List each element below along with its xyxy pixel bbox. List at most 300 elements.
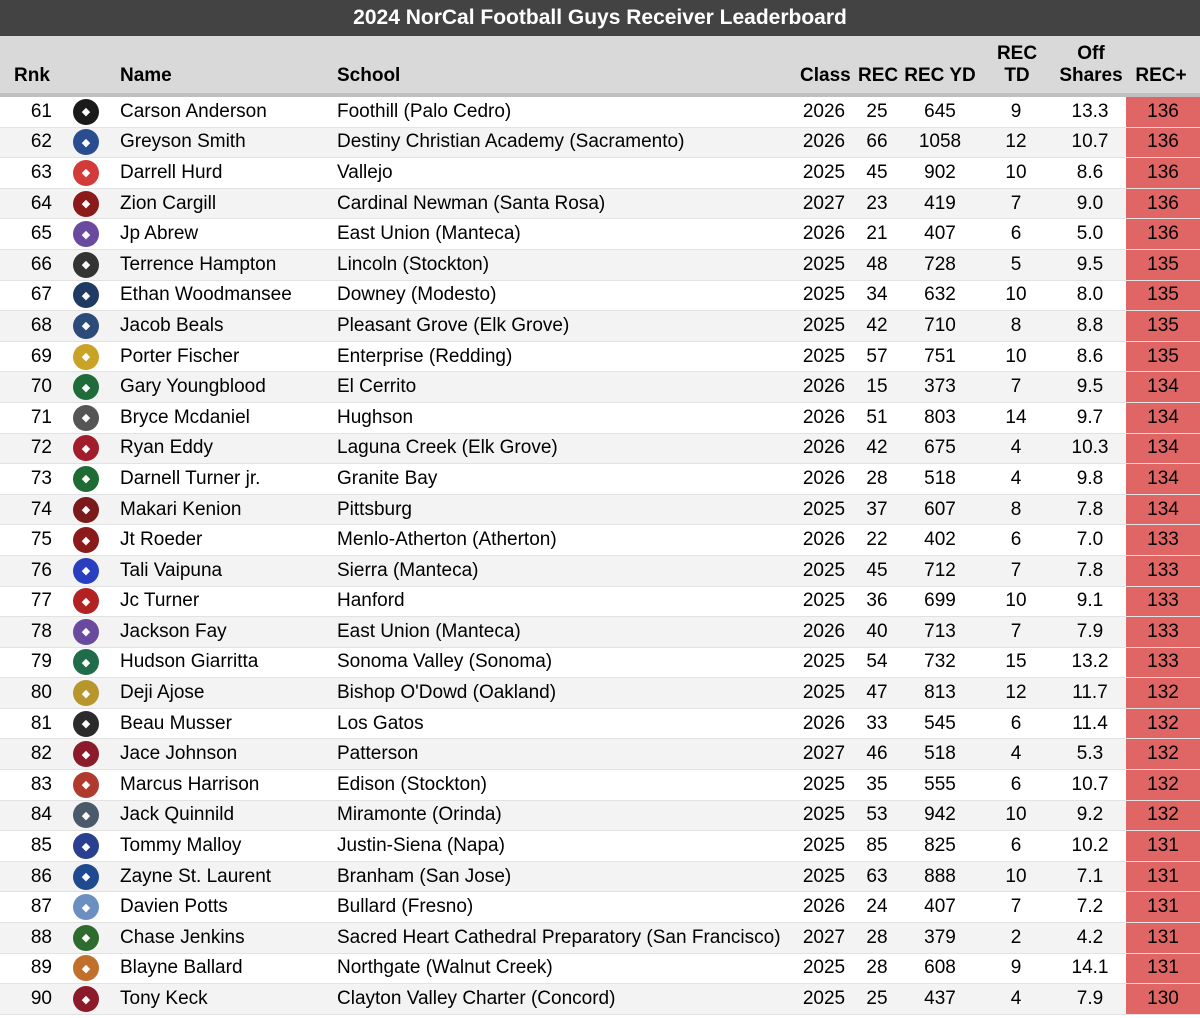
rec-cell: 45 — [866, 161, 888, 183]
school-logo-cell — [70, 189, 102, 219]
off-shares-cell: 11.4 — [1072, 712, 1108, 734]
school-logo-cell — [70, 525, 102, 555]
rec-yd-cell: 645 — [924, 100, 956, 122]
table-row[interactable] — [0, 311, 1200, 342]
school-logo-cell — [70, 158, 102, 188]
name-cell: Deji Ajose — [120, 682, 205, 704]
rec-cell: 42 — [866, 314, 888, 336]
rec-plus-cell: 136 — [1126, 158, 1200, 188]
rec-cell: 22 — [866, 529, 888, 551]
name-cell: Marcus Harrison — [120, 773, 260, 795]
wing-logo-icon: ◆ — [73, 160, 99, 186]
school-logo-cell — [70, 892, 102, 922]
class-cell: 2026 — [802, 896, 846, 918]
rec-plus-cell: 135 — [1126, 281, 1200, 311]
rec-td-cell: 9 — [1010, 100, 1022, 122]
rec-td-cell: 6 — [1010, 529, 1022, 551]
school-logo-cell — [70, 770, 102, 800]
off-shares-cell: 7.8 — [1076, 559, 1104, 581]
school-cell: Patterson — [337, 743, 419, 765]
school-cell: Branham (San Jose) — [337, 865, 512, 887]
rec-yd-cell: 518 — [924, 467, 956, 489]
rank-cell: 84 — [30, 804, 52, 826]
table-row[interactable] — [0, 464, 1200, 495]
name-cell: Hudson Giarritta — [120, 651, 259, 673]
class-cell: 2026 — [802, 467, 846, 489]
school-logo-cell — [70, 801, 102, 831]
rec-plus-cell: 135 — [1126, 311, 1200, 341]
school-cell: Granite Bay — [337, 467, 438, 489]
fighting-irish-icon: ◆ — [73, 925, 99, 951]
school-cell: El Cerrito — [337, 376, 417, 398]
rec-plus-cell: 132 — [1126, 770, 1200, 800]
rec-cell: 34 — [866, 284, 888, 306]
hornet-logo-icon: ◆ — [73, 344, 99, 370]
rec-plus-cell: 133 — [1126, 617, 1200, 647]
name-cell: Davien Potts — [120, 896, 228, 918]
off-shares-cell: 4.2 — [1076, 926, 1104, 948]
off-shares-cell: 7.9 — [1076, 620, 1104, 642]
rec-cell: 47 — [866, 682, 888, 704]
name-cell: Darrell Hurd — [120, 161, 223, 183]
rec-cell: 21 — [866, 223, 888, 245]
name-cell: Beau Musser — [120, 712, 232, 734]
table-header — [0, 36, 1200, 97]
rec-td-cell: 10 — [1005, 284, 1027, 306]
header-school[interactable]: School — [337, 65, 401, 86]
school-cell: Pleasant Grove (Elk Grove) — [337, 314, 570, 336]
b-shield-icon: ◆ — [73, 894, 99, 920]
pg-monogram-icon: ◆ — [73, 313, 99, 339]
name-cell: Makari Kenion — [120, 498, 242, 520]
class-cell: 2026 — [802, 712, 846, 734]
off-shares-cell: 9.5 — [1076, 253, 1104, 275]
rank-cell: 62 — [30, 131, 52, 153]
rec-td-cell: 15 — [1005, 651, 1027, 673]
school-cell: Destiny Christian Academy (Sacramento) — [337, 131, 685, 153]
rec-yd-cell: 407 — [924, 896, 956, 918]
rec-cell: 66 — [866, 131, 888, 153]
off-shares-cell: 9.5 — [1076, 376, 1104, 398]
school-logo-cell — [70, 219, 102, 249]
rec-yd-cell: 437 — [924, 988, 956, 1010]
rec-plus-cell: 131 — [1126, 892, 1200, 922]
off-shares-cell: 7.1 — [1076, 865, 1104, 887]
name-cell: Bryce Mcdaniel — [120, 406, 250, 428]
name-cell: Chase Jenkins — [120, 926, 245, 948]
school-cell: East Union (Manteca) — [337, 620, 521, 642]
rank-cell: 72 — [30, 437, 52, 459]
rec-td-cell: 10 — [1005, 345, 1027, 367]
school-cell: Sonoma Valley (Sonoma) — [337, 651, 553, 673]
school-logo-cell — [70, 403, 102, 433]
rank-cell: 65 — [30, 223, 52, 245]
bruin-logo-icon: ◆ — [73, 864, 99, 890]
rank-cell: 88 — [30, 926, 52, 948]
rec-td-cell: 10 — [1005, 161, 1027, 183]
class-cell: 2025 — [802, 498, 846, 520]
off-shares-cell: 10.7 — [1071, 131, 1109, 153]
school-logo-cell — [70, 831, 102, 861]
cn-monogram-icon: ◆ — [73, 191, 99, 217]
bullpup-logo-icon: ◆ — [73, 588, 99, 614]
table-row[interactable] — [0, 709, 1200, 740]
table-row[interactable] — [0, 678, 1200, 709]
rec-yd-cell: 813 — [924, 682, 956, 704]
off-shares-cell: 9.7 — [1076, 406, 1104, 428]
cats-logo-icon: ◆ — [73, 711, 99, 737]
table-row[interactable] — [0, 831, 1200, 862]
cardinal-logo-icon: ◆ — [73, 435, 99, 461]
rec-td-cell: 8 — [1010, 498, 1022, 520]
off-shares-cell: 7.8 — [1076, 498, 1104, 520]
rec-cell: 28 — [866, 957, 888, 979]
rank-cell: 70 — [30, 376, 52, 398]
off-shares-cell: 7.9 — [1076, 988, 1104, 1010]
rec-plus-cell: 134 — [1126, 434, 1200, 464]
name-cell: Tommy Malloy — [120, 835, 242, 857]
table-row[interactable] — [0, 434, 1200, 465]
name-cell: Jackson Fay — [120, 620, 227, 642]
class-cell: 2026 — [802, 223, 846, 245]
rec-plus-cell: 135 — [1126, 250, 1200, 280]
class-cell: 2026 — [802, 376, 846, 398]
name-cell: Ethan Woodmansee — [120, 284, 292, 306]
class-cell: 2025 — [802, 253, 846, 275]
rec-plus-cell: 136 — [1126, 219, 1200, 249]
gaucho-logo-icon: ◆ — [73, 374, 99, 400]
rec-td-cell: 12 — [1005, 682, 1027, 704]
rec-cell: 33 — [866, 712, 888, 734]
rec-plus-cell: 136 — [1126, 128, 1200, 158]
off-shares-cell: 8.6 — [1076, 161, 1104, 183]
rec-cell: 28 — [866, 926, 888, 948]
rec-yd-cell: 803 — [924, 406, 956, 428]
rec-plus-cell: 133 — [1126, 587, 1200, 617]
rec-yd-cell: 942 — [924, 804, 956, 826]
table-row[interactable] — [0, 648, 1200, 679]
name-cell: Jt Roeder — [120, 529, 203, 551]
name-cell: Porter Fischer — [120, 345, 240, 367]
class-cell: 2025 — [802, 804, 846, 826]
rank-cell: 83 — [30, 773, 52, 795]
table-row[interactable] — [0, 556, 1200, 587]
class-cell: 2025 — [802, 988, 846, 1010]
header-class[interactable]: Class — [800, 65, 851, 86]
rec-plus-cell: 134 — [1126, 495, 1200, 525]
rec-plus-cell: 131 — [1126, 831, 1200, 861]
school-cell: East Union (Manteca) — [337, 223, 521, 245]
class-cell: 2026 — [802, 131, 846, 153]
name-cell: Carson Anderson — [120, 100, 267, 122]
name-cell: Jack Quinnild — [120, 804, 235, 826]
rank-cell: 77 — [30, 590, 52, 612]
rank-cell: 85 — [30, 835, 52, 857]
school-cell: Downey (Modesto) — [337, 284, 497, 306]
rec-td-cell: 4 — [1010, 467, 1022, 489]
rank-cell: 76 — [30, 559, 52, 581]
table-row[interactable] — [0, 158, 1200, 189]
school-logo-cell — [70, 556, 102, 586]
table-row[interactable] — [0, 739, 1200, 770]
off-shares-cell: 7.2 — [1076, 896, 1104, 918]
rec-cell: 51 — [866, 406, 888, 428]
off-shares-cell: 5.0 — [1076, 223, 1104, 245]
class-cell: 2025 — [802, 284, 846, 306]
rec-yd-cell: 632 — [924, 284, 956, 306]
table-body — [0, 97, 1200, 1015]
class-cell: 2025 — [802, 957, 846, 979]
bronco-logo-icon: ◆ — [73, 955, 99, 981]
name-cell: Tali Vaipuna — [120, 559, 223, 581]
rank-cell: 86 — [30, 865, 52, 887]
school-cell: Laguna Creek (Elk Grove) — [337, 437, 558, 459]
rank-cell: 78 — [30, 620, 52, 642]
timberwolf-logo-icon: ◆ — [73, 558, 99, 584]
rec-plus-cell: 134 — [1126, 464, 1200, 494]
rec-yd-cell: 407 — [924, 223, 956, 245]
table-row[interactable] — [0, 128, 1200, 159]
rank-cell: 81 — [30, 712, 52, 734]
rec-td-cell: 10 — [1005, 590, 1027, 612]
header-off-shares-line1: Off — [1077, 43, 1105, 64]
table-row[interactable] — [0, 372, 1200, 403]
rank-cell: 80 — [30, 682, 52, 704]
class-cell: 2026 — [802, 100, 846, 122]
rec-td-cell: 8 — [1010, 314, 1022, 336]
rec-plus-cell: 133 — [1126, 556, 1200, 586]
rec-td-cell: 7 — [1010, 376, 1022, 398]
rec-yd-cell: 902 — [924, 161, 956, 183]
rec-td-cell: 7 — [1010, 559, 1022, 581]
school-cell: Los Gatos — [337, 712, 424, 734]
header-rec[interactable]: REC — [858, 65, 899, 86]
table-row[interactable] — [0, 954, 1200, 985]
school-logo-cell — [70, 128, 102, 158]
school-logo-cell — [70, 342, 102, 372]
lancer-logo-icon: ◆ — [73, 619, 99, 645]
school-cell: Justin-Siena (Napa) — [337, 835, 505, 857]
rec-yd-cell: 555 — [924, 773, 956, 795]
rec-yd-cell: 373 — [924, 376, 956, 398]
rec-td-cell: 12 — [1005, 131, 1027, 153]
rec-cell: 15 — [866, 376, 888, 398]
rec-cell: 28 — [866, 467, 888, 489]
school-logo-cell — [70, 281, 102, 311]
table-row[interactable] — [0, 770, 1200, 801]
school-logo-cell — [70, 648, 102, 678]
class-cell: 2025 — [802, 651, 846, 673]
rec-td-cell: 4 — [1010, 743, 1022, 765]
school-logo-cell — [70, 739, 102, 769]
school-cell: Hughson — [337, 406, 414, 428]
rec-plus-cell: 132 — [1126, 678, 1200, 708]
class-cell: 2026 — [802, 406, 846, 428]
name-cell: Blayne Ballard — [120, 957, 243, 979]
school-cell: Sierra (Manteca) — [337, 559, 479, 581]
off-shares-cell: 13.3 — [1071, 100, 1109, 122]
school-logo-cell — [70, 434, 102, 464]
school-logo-cell — [70, 678, 102, 708]
school-cell: Sacred Heart Cathedral Preparatory (San Francisco) — [337, 926, 781, 948]
class-cell: 2027 — [802, 926, 846, 948]
table-row[interactable] — [0, 189, 1200, 220]
name-cell: Zion Cargill — [120, 192, 217, 214]
name-cell: Jp Abrew — [120, 223, 199, 245]
rank-cell: 71 — [30, 406, 52, 428]
school-cell: Edison (Stockton) — [337, 773, 487, 795]
school-cell: Cardinal Newman (Santa Rosa) — [337, 192, 606, 214]
name-cell: Ryan Eddy — [120, 437, 213, 459]
rec-plus-cell: 131 — [1126, 923, 1200, 953]
rank-cell: 61 — [30, 100, 52, 122]
grizzly-logo-icon: ◆ — [73, 466, 99, 492]
rec-td-cell: 10 — [1005, 804, 1027, 826]
off-shares-cell: 10.7 — [1071, 773, 1109, 795]
table-row[interactable] — [0, 281, 1200, 312]
table-row[interactable] — [0, 892, 1200, 923]
school-logo-cell — [70, 97, 102, 127]
pirate-logo-icon: ◆ — [73, 497, 99, 523]
header-rec-td[interactable]: REC TD — [996, 43, 1038, 86]
school-logo-cell — [70, 709, 102, 739]
school-logo-cell — [70, 311, 102, 341]
rec-cell: 42 — [866, 437, 888, 459]
off-shares-cell: 11.7 — [1072, 682, 1108, 704]
rec-cell: 46 — [866, 743, 888, 765]
table-row[interactable] — [0, 97, 1200, 128]
rec-td-cell: 10 — [1005, 865, 1027, 887]
school-logo-cell — [70, 617, 102, 647]
rec-plus-cell: 133 — [1126, 648, 1200, 678]
class-cell: 2027 — [802, 743, 846, 765]
dragon-logo-icon: ◆ — [73, 649, 99, 675]
rank-cell: 75 — [30, 529, 52, 551]
rec-cell: 23 — [866, 192, 888, 214]
rec-cell: 48 — [866, 253, 888, 275]
panther-logo-icon: ◆ — [73, 99, 99, 125]
rec-cell: 36 — [866, 590, 888, 612]
class-cell: 2025 — [802, 590, 846, 612]
header-rank[interactable]: Rnk — [14, 65, 50, 86]
rec-yd-cell: 888 — [924, 865, 956, 887]
table-row[interactable] — [0, 219, 1200, 250]
rec-td-cell: 14 — [1005, 406, 1027, 428]
table-row[interactable] — [0, 862, 1200, 893]
rank-cell: 79 — [30, 651, 52, 673]
off-shares-cell: 8.0 — [1076, 284, 1104, 306]
class-cell: 2026 — [802, 620, 846, 642]
off-shares-cell: 13.2 — [1071, 651, 1109, 673]
lion-logo-icon: ◆ — [73, 129, 99, 155]
rec-plus-cell: 135 — [1126, 342, 1200, 372]
class-cell: 2026 — [802, 529, 846, 551]
school-cell: Miramonte (Orinda) — [337, 804, 502, 826]
rec-cell: 45 — [866, 559, 888, 581]
braves-shield-icon: ◆ — [73, 833, 99, 859]
rec-cell: 53 — [866, 804, 888, 826]
leaderboard-title: 2024 NorCal Football Guys Receiver Leaderboard — [0, 0, 1200, 36]
rank-cell: 66 — [30, 253, 52, 275]
rec-cell: 40 — [866, 620, 888, 642]
rec-yd-cell: 825 — [924, 835, 956, 857]
class-cell: 2025 — [802, 865, 846, 887]
table-row[interactable] — [0, 342, 1200, 373]
school-logo-cell — [70, 954, 102, 984]
off-shares-cell: 10.3 — [1071, 437, 1109, 459]
table-row[interactable] — [0, 403, 1200, 434]
school-cell: Hanford — [337, 590, 405, 612]
trojans-logo-icon: ◆ — [73, 252, 99, 278]
lancer-logo-icon: ◆ — [73, 221, 99, 247]
name-cell: Terrence Hampton — [120, 253, 277, 275]
table-row[interactable] — [0, 984, 1200, 1015]
class-cell: 2027 — [802, 192, 846, 214]
header-name[interactable]: Name — [120, 65, 172, 86]
rec-plus-cell: 136 — [1126, 189, 1200, 219]
rank-cell: 63 — [30, 161, 52, 183]
rec-cell: 25 — [866, 988, 888, 1010]
rec-td-cell: 6 — [1010, 773, 1022, 795]
rec-yd-cell: 751 — [924, 345, 956, 367]
rec-yd-cell: 545 — [924, 712, 956, 734]
rec-yd-cell: 712 — [924, 559, 956, 581]
school-cell: Enterprise (Redding) — [337, 345, 513, 367]
rec-yd-cell: 608 — [924, 957, 956, 979]
rec-yd-cell: 402 — [924, 529, 956, 551]
rec-td-cell: 7 — [1010, 192, 1022, 214]
table-row[interactable] — [0, 525, 1200, 556]
table-row[interactable] — [0, 923, 1200, 954]
rec-yd-cell: 607 — [924, 498, 956, 520]
table-row[interactable] — [0, 617, 1200, 648]
rec-yd-cell: 518 — [924, 743, 956, 765]
rec-cell: 37 — [866, 498, 888, 520]
td-monogram-icon: ◆ — [73, 282, 99, 308]
rec-cell: 24 — [866, 896, 888, 918]
rec-plus-cell: 133 — [1126, 525, 1200, 555]
rec-td-cell: 7 — [1010, 620, 1022, 642]
header-off-shares[interactable] — [1056, 43, 1126, 87]
off-shares-cell: 8.6 — [1076, 345, 1104, 367]
off-shares-cell: 5.3 — [1076, 743, 1104, 765]
table-row[interactable] — [0, 587, 1200, 618]
rec-cell: 63 — [866, 865, 888, 887]
class-cell: 2025 — [802, 345, 846, 367]
school-cell: Clayton Valley Charter (Concord) — [337, 988, 616, 1010]
table-row[interactable] — [0, 801, 1200, 832]
rank-cell: 90 — [30, 988, 52, 1010]
school-logo-cell — [70, 495, 102, 525]
rec-cell: 57 — [866, 345, 888, 367]
school-cell: Pittsburg — [337, 498, 412, 520]
off-shares-cell: 7.0 — [1076, 529, 1104, 551]
school-logo-cell — [70, 587, 102, 617]
rec-td-cell: 2 — [1010, 926, 1022, 948]
rec-yd-cell: 419 — [924, 192, 956, 214]
rec-yd-cell: 699 — [924, 590, 956, 612]
off-shares-cell: 14.1 — [1071, 957, 1109, 979]
school-cell: Northgate (Walnut Creek) — [337, 957, 553, 979]
off-shares-cell: 9.1 — [1076, 590, 1104, 612]
header-rec-plus[interactable]: REC+ — [1135, 65, 1187, 86]
table-row[interactable] — [0, 495, 1200, 526]
name-cell: Jace Johnson — [120, 743, 238, 765]
table-row[interactable] — [0, 250, 1200, 281]
header-rec-yd[interactable]: REC YD — [904, 65, 976, 86]
off-shares-cell: 9.0 — [1076, 192, 1104, 214]
school-cell: Menlo-Atherton (Atherton) — [337, 529, 557, 551]
